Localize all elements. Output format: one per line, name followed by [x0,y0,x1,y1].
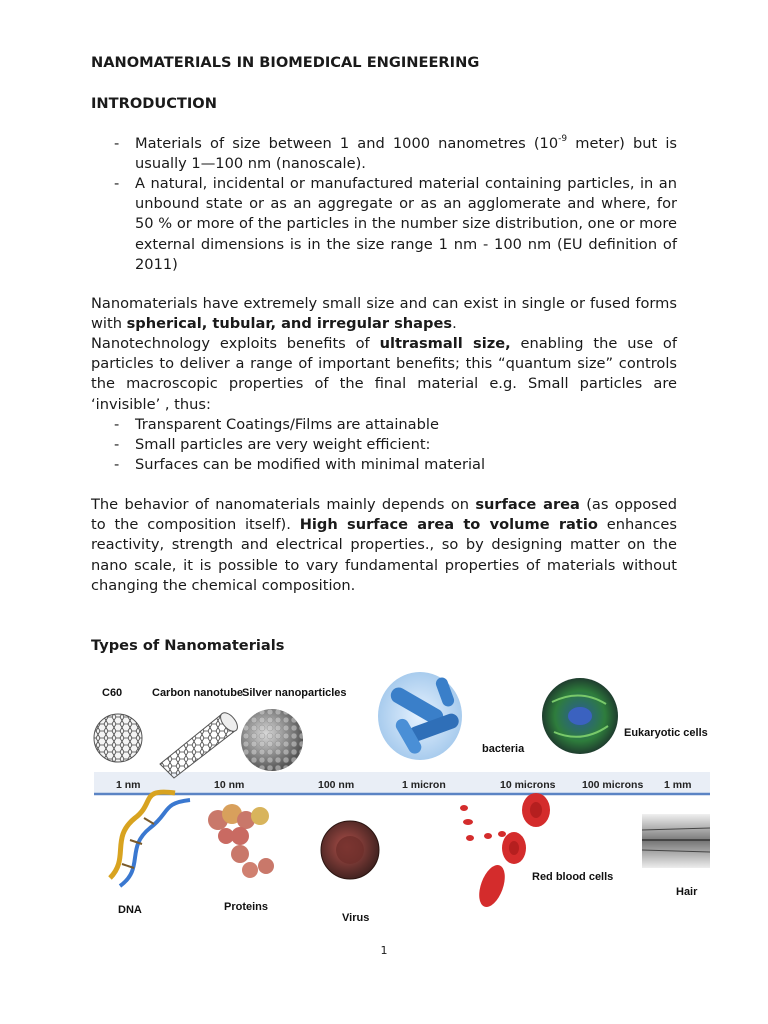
bullet-size-range [114,134,677,174]
bold-text: spherical, tubular, and irregular shapes [126,315,453,333]
bullet-text: Surfaces can be modified with minimal material [135,456,486,473]
bullet-dash: - [114,456,120,473]
bullet-dash: - [114,135,120,152]
list-item [114,415,677,435]
virus-image [321,821,379,879]
label-silver-nanoparticles: Silver nanoparticles [242,687,347,699]
bullet-superscript: -9 [558,134,568,145]
paragraph-text: enabling the use of particles to deliver a range of important benefits; this “quantum size” controls the macroscopic properties of the final material e.g. Small particles are ‘invisible’ , thus: [91,335,677,413]
bold-text: surface area [475,496,580,513]
paragraph-shapes [91,294,677,334]
dna-helix [110,792,190,886]
scale-label-10microns: 10 microns [500,779,556,791]
intro-heading: INTRODUCTION [91,95,217,112]
label-c60: C60 [102,687,123,699]
bullet-text: A natural, incidental or manufactured material containing particles, in an unbound state or as an aggregate or as an agglomerate and where, for 50 % or more of the particles in the number size distribution, one or more external dimensions is in the size range 1 nm - 100 nm (EU definition of 2011) [135,175,677,273]
scale-label-1micron: 1 micron [402,779,446,791]
label-hair: Hair [676,886,698,898]
paragraph-ultrasmall [91,334,677,415]
bullet-dash: - [114,175,120,192]
paragraph-surface-area [91,495,677,596]
label-bacteria: bacteria [482,743,525,755]
scale-figure [90,668,714,930]
label-red-blood-cells: Red blood cells [532,871,614,883]
list-item [114,435,677,455]
page-number: 1 [380,944,388,957]
bullet-dash: - [114,416,120,433]
scale-figure-svg [90,668,714,930]
scale-label-100nm: 100 nm [318,779,355,791]
eukaryotic-cell-image [542,678,618,754]
list-item [114,455,677,475]
protein-image [208,804,274,878]
types-heading: Types of Nanomaterials [91,637,285,654]
label-virus: Virus [342,912,370,924]
paragraph-text: The behavior of nanomaterials mainly depends on [91,496,476,513]
paragraph-text: Nanomaterials have extremely small size and can exist in single or fused forms with [91,295,677,333]
bullet-text: meter) but is usually 1—100 nm (nanoscale). [135,135,677,173]
bullet-text: Small particles are very weight efficient: [135,436,431,453]
scale-label-1mm: 1 mm [664,779,692,791]
label-proteins: Proteins [224,901,269,913]
c60-molecule [94,714,142,762]
label-eukaryotic-cells: Eukaryotic cells [624,727,708,739]
label-dna: DNA [118,904,142,916]
hair-image [642,814,710,868]
scale-label-100microns: 100 microns [582,779,644,791]
bold-text: ultrasmall size, [379,335,511,352]
bullet-eu-definition [114,174,677,275]
document-title: NANOMATERIALS IN BIOMEDICAL ENGINEERING [91,54,480,71]
carbon-nanotube [160,710,241,778]
bold-text: High surface area to volume ratio [299,516,598,534]
bullet-text: Transparent Coatings/Films are attainable [135,416,439,433]
paragraph-text: . [452,315,457,333]
silver-nanoparticle [241,709,303,771]
bullet-dash: - [114,436,120,453]
scale-label-1nm: 1 nm [116,779,141,791]
label-carbon-nanotube: Carbon nanotube [152,687,244,699]
bullet-text: Materials of size between 1 and 1000 nanometres (10 [135,135,559,152]
bacteria-image [378,672,462,760]
paragraph-text: (as opposed to the composition itself). [91,496,677,534]
red-blood-cells-image [460,793,550,910]
paragraph-text: enhances reactivity, strength and electrical properties., so by designing matter on the nano scale, it is possible to vary fundamental properties of materials without changing the chemical composition. [91,516,678,594]
scale-label-10nm: 10 nm [214,779,245,791]
paragraph-text: Nanotechnology exploits benefits of [91,335,380,352]
